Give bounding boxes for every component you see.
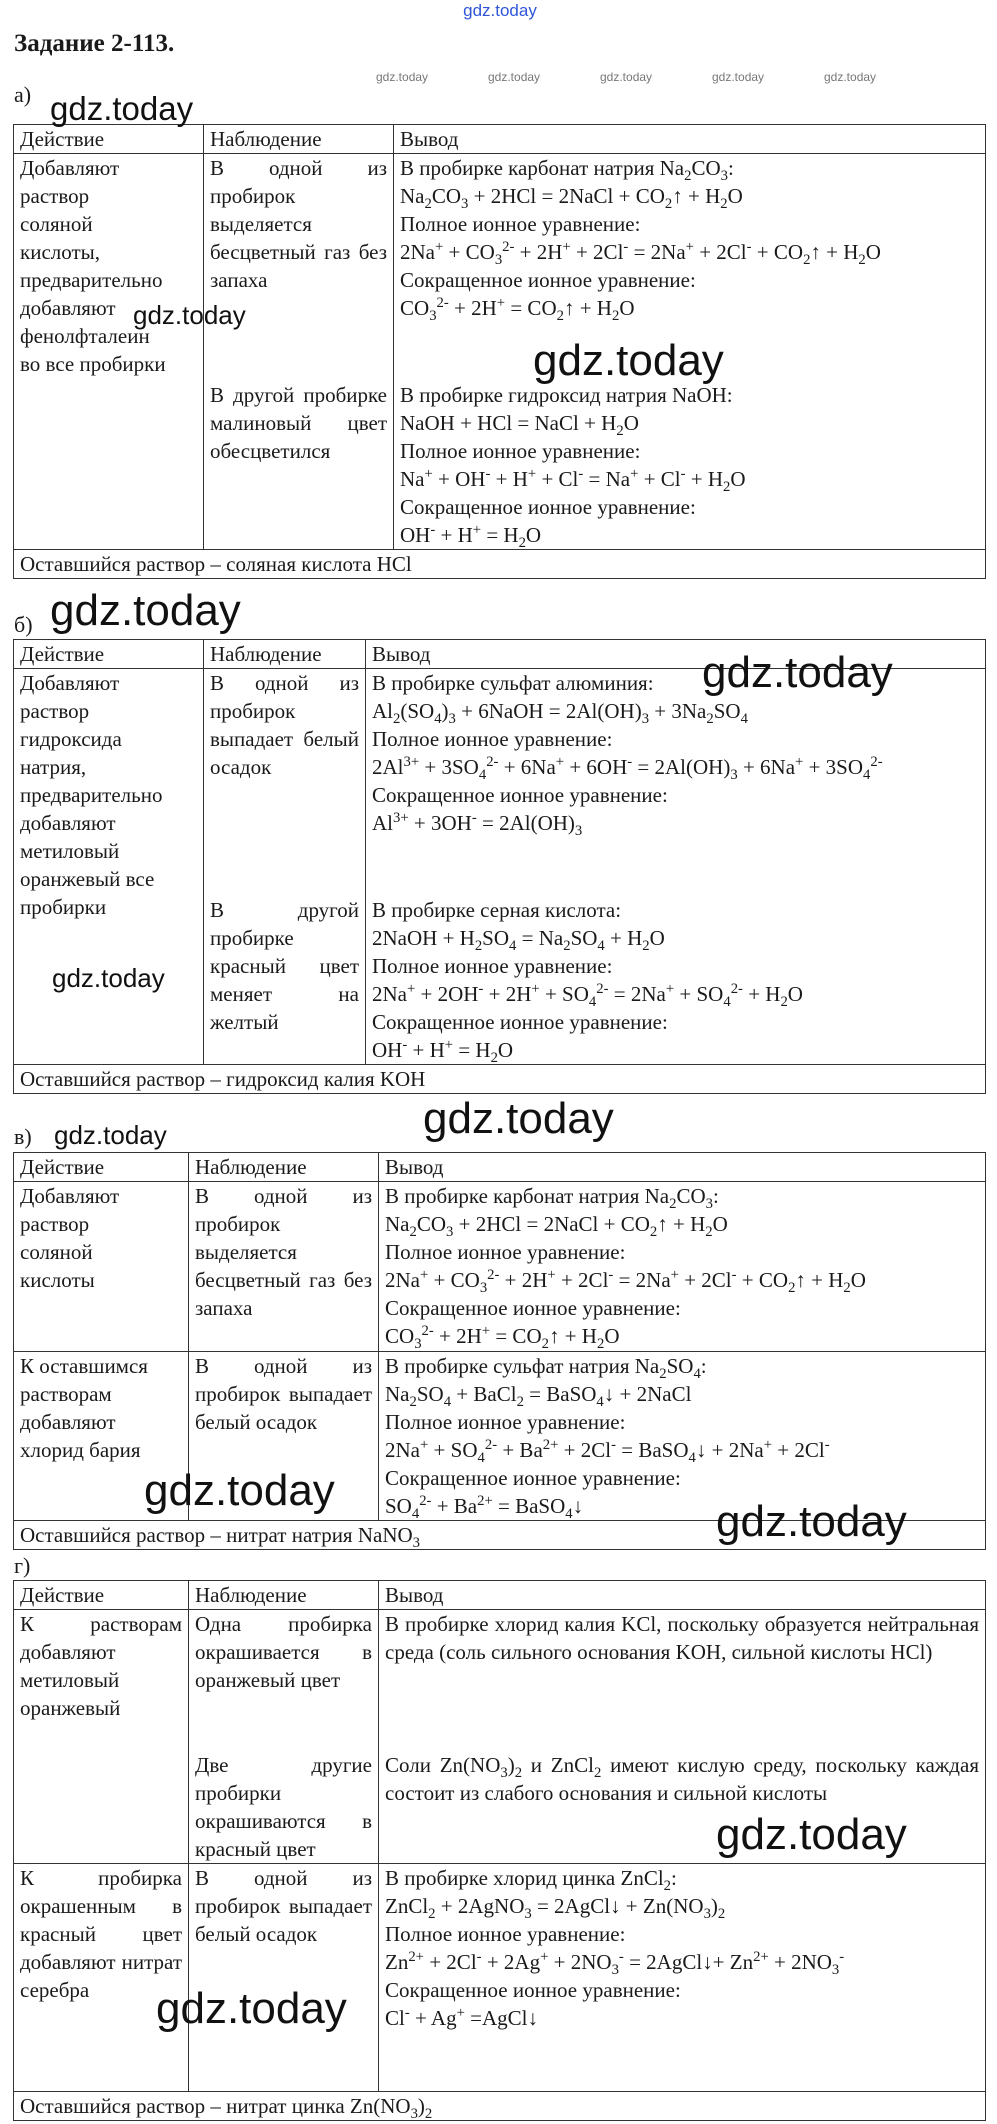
conclusion-text	[400, 154, 979, 325]
text-line: во все пробирки	[20, 352, 166, 376]
action-text: К пробирка окрашенным в красный цвет добавляют нитрат серебра	[20, 1866, 182, 2002]
watermark-overlay: gdz.today	[702, 648, 893, 697]
watermark-overlay: gdz.today	[133, 300, 246, 330]
action-cell	[14, 1352, 189, 1521]
observation-text: Одна пробирка окрашивается в оранжевый цвет	[195, 1612, 372, 1692]
watermark-overlay: gdz.today	[716, 1810, 907, 1859]
text-line: метиловый	[20, 839, 120, 863]
table-row	[14, 1182, 986, 1352]
text-line: Сокращенное ионное уравнение:	[385, 1466, 681, 1490]
table-row	[14, 669, 986, 896]
text-line: Добавляют	[20, 671, 120, 695]
action-cell	[14, 154, 204, 550]
conclusion-cell	[379, 1610, 986, 1751]
text-line: Полное ионное уравнение:	[400, 438, 641, 463]
page-title: Задание 2-113.	[14, 30, 175, 57]
table-footer-row	[14, 1065, 986, 1094]
text-line: Сокращенное ионное уравнение:	[385, 1978, 681, 2002]
text-line: $CO_3^{2-} + 2H^+$ = $CO_2↑ + H_2O$	[400, 295, 635, 325]
observation-text: В другой пробирке красный цвет меняет на желтый	[210, 897, 359, 1034]
action-text	[20, 154, 197, 378]
conclusion-text	[372, 669, 979, 840]
footer-cell: Оставшийся раствор – нитрат цинка $Zn(NO_3)_2$	[14, 2092, 986, 2121]
text-line: Добавляют	[20, 1184, 120, 1208]
text-line: кислоты	[20, 1268, 95, 1292]
conclusion-cell	[394, 154, 986, 381]
text-line: раствор	[20, 699, 90, 723]
observation-text: Две другие пробирки окрашиваются в красный цвет	[195, 1752, 372, 1861]
text-line: Cl- + Ag+ =AgCl↓	[385, 2005, 539, 2030]
section-v-label: в)	[14, 1124, 32, 1149]
observation-cell	[189, 1352, 379, 1521]
text-line: $2Na^+ + SO_4^{2-} + Ba^{2+} + 2Cl^-$ = BaSO$_4$↓ + 2Na+ + 2Cl-	[385, 1437, 830, 1467]
text-line: В пробирке гидроксид натрия NaOH:	[400, 382, 733, 407]
text-line: К оставшимся	[20, 1354, 148, 1378]
text-line: Сокращенное ионное уравнение:	[372, 783, 668, 807]
text-line: Добавляют	[20, 156, 120, 180]
table-row	[14, 1352, 986, 1521]
text-line: Сокращенное ионное уравнение:	[400, 268, 696, 292]
conclusion-cell	[379, 1182, 986, 1352]
watermark-small: gdz.today	[712, 70, 765, 84]
text-line: $2Na^+ + 2OH^- + 2H^+ + SO_4^{2-} = 2Na^+ + SO_4^{2-} + H_2O$	[372, 980, 803, 1010]
watermark-overlay: gdz.today	[423, 1094, 614, 1143]
conclusion-cell	[379, 1864, 986, 2092]
conclusion-cell	[379, 1352, 986, 1521]
watermark-top[interactable]: gdz.today	[463, 1, 537, 20]
text-line: добавляют	[20, 1410, 116, 1434]
conclusion-text: В пробирке хлорид калия KCl, поскольку образуется нейтральная среда (соль сильного основания KOH, сильной кислоты HCl)	[385, 1612, 979, 1664]
text-line: $Na_2CO_3 + 2HCl$ = 2NaCl + $CO_2↑ + H_2O$	[400, 184, 743, 213]
header-observation: Наблюдение	[189, 1153, 379, 1182]
text-line: В пробирке сульфат алюминия:	[372, 671, 654, 695]
header-conclusion: Вывод	[394, 125, 986, 154]
header-action: Действие	[14, 640, 204, 669]
watermark-overlay: gdz.today	[144, 1466, 335, 1515]
conclusion-cell	[394, 381, 986, 550]
observation-cell	[189, 1751, 379, 1864]
watermark-overlay: gdz.today	[533, 336, 724, 385]
text-line: Полное ионное уравнение:	[385, 1240, 626, 1264]
conclusion-text	[400, 381, 979, 549]
action-text	[20, 1352, 182, 1464]
text-line: $Al^{3+} + 3OH^- = 2Al(OH)_3$	[372, 810, 583, 840]
text-line: В пробирке сульфат натрия $Na_2SO_4$:	[385, 1354, 707, 1383]
conclusion-text	[372, 896, 979, 1064]
section-g-table	[13, 1580, 986, 2121]
table-footer-row	[14, 2092, 986, 2121]
text-line: Полное ионное уравнение:	[400, 212, 641, 236]
text-line: $CO_3^{2-} + 2H^+$ = $CO_2↑ + H_2O$	[385, 1323, 620, 1352]
watermark-small: gdz.today	[600, 70, 653, 84]
header-observation: Наблюдение	[204, 125, 394, 154]
watermark-overlay: gdz.today	[716, 1497, 907, 1546]
observation-cell	[204, 669, 366, 896]
text-line: Сокращенное ионное уравнение:	[400, 494, 696, 519]
conclusion-cell	[379, 1751, 986, 1864]
header-action: Действие	[14, 1153, 189, 1182]
action-cell	[14, 1610, 189, 1864]
observation-cell	[189, 1610, 379, 1751]
text-line: натрия,	[20, 755, 87, 779]
observation-text: В одной из пробирок выпадает белый осадок	[195, 1866, 372, 1946]
table-header-row	[14, 640, 986, 669]
text-line: $Al_2(SO_4)_3$ + 6NaOH = $2Al(OH)_3 + 3Na_2SO_4$	[372, 699, 748, 728]
text-line: $Na_2CO_3 + 2HCl$ = 2NaCl + $CO_2↑ + H_2O$	[385, 1212, 728, 1241]
text-line: $2Na^+ + CO_3^{2-} + 2H^+ + 2Cl^- = 2Na^+ + 2Cl^-$ + $CO_2↑ + H_2O$	[385, 1267, 866, 1297]
conclusion-cell	[366, 896, 986, 1065]
text-line: $2Na^+ + CO_3^{2-} + 2H^+ + 2Cl^- = 2Na^+ + 2Cl^-$ + $CO_2↑ + H_2O$	[400, 239, 881, 269]
observation-cell	[189, 1864, 379, 2092]
text-line: В пробирке карбонат натрия $Na_2CO_3$:	[385, 1184, 719, 1213]
watermark-small: gdz.today	[488, 70, 541, 84]
text-line: раствор	[20, 184, 90, 208]
text-line: $Na_2SO_4$ + BaCl$_2$ = BaSO$_4$↓ + 2NaCl	[385, 1382, 692, 1411]
conclusion-text	[385, 1864, 979, 2032]
footer-cell: Оставшийся раствор – соляная кислота HCl	[14, 550, 986, 579]
table-row	[14, 1610, 986, 1751]
action-cell	[14, 1182, 189, 1352]
text-line: $2Al^{3+} + 3SO_4^{2-} + 6Na^+ + 6OH^- = 2Al(OH)_3 + 6Na^+ + 3SO_4^{2-}$	[372, 754, 883, 784]
observation-text: В другой пробирке малиновый цвет обесцветился	[210, 382, 387, 463]
table-header-row	[14, 125, 986, 154]
table-header-row	[14, 1153, 986, 1182]
observation-cell	[204, 154, 394, 381]
text-line: ZnCl$_2$ + 2AgNO$_3$ = 2AgCl↓ + $Zn(NO_3)_2$	[385, 1894, 726, 1923]
header-conclusion: Вывод	[379, 1581, 986, 1610]
observation-text: В одной из пробирок выпадает белый осадок	[195, 1354, 372, 1434]
text-line: NaOH + HCl = NaCl + $H_2O$	[400, 410, 639, 439]
table-footer-row	[14, 550, 986, 579]
text-line: соляной	[20, 1240, 93, 1264]
text-line: предварительно	[20, 268, 163, 292]
text-line: добавляют	[20, 296, 116, 320]
table-footer-row	[14, 1521, 986, 1550]
section-b-label: б)	[14, 612, 33, 637]
observation-text: В одной из пробирок выпадает белый осадок	[210, 671, 359, 779]
watermark-overlay: gdz.today	[156, 1984, 347, 2033]
text-line: Сокращенное ионное уравнение:	[385, 1296, 681, 1320]
text-line: 2NaOH + $H_2SO_4 = Na_2SO_4 + H_2O$	[372, 925, 665, 954]
header-action: Действие	[14, 125, 204, 154]
table-header-row	[14, 1581, 986, 1610]
header-observation: Наблюдение	[204, 640, 366, 669]
text-line: раствор	[20, 1212, 90, 1236]
footer-cell: Оставшийся раствор – нитрат натрия NaNO$_3$	[14, 1521, 986, 1550]
text-line: кислоты,	[20, 240, 101, 264]
header-conclusion: Вывод	[366, 640, 986, 669]
text-line: фенолфталеин	[20, 324, 150, 348]
observation-cell	[204, 896, 366, 1065]
watermark-overlay: gdz.today	[50, 586, 241, 635]
text-line: Сокращенное ионное уравнение:	[372, 1009, 668, 1034]
text-line: пробирки	[20, 895, 107, 919]
text-line: $OH^- + H^+ = H_2O$	[400, 521, 542, 550]
section-a-table	[13, 124, 986, 579]
text-line: Полное ионное уравнение:	[372, 727, 613, 751]
text-line: В пробирке хлорид цинка ZnCl$_2$:	[385, 1866, 677, 1895]
footer-cell: Оставшийся раствор – гидроксид калия KOH	[14, 1065, 986, 1094]
action-cell	[14, 669, 204, 1065]
observation-text: В одной из пробирок выделяется бесцветный газ без запаха	[210, 156, 387, 292]
watermark-small: gdz.today	[824, 70, 877, 84]
section-b-table	[13, 639, 986, 1094]
text-line: В пробирке карбонат натрия $Na_2CO_3$:	[400, 156, 734, 185]
action-text	[20, 1182, 182, 1294]
text-line: растворам	[20, 1382, 112, 1406]
section-a-label: а)	[14, 82, 32, 107]
observation-text: В одной из пробирок выделяется бесцветный газ без запаха	[195, 1184, 372, 1320]
watermark-overlay: gdz.today	[50, 90, 194, 127]
text-line: $Na^+ + OH^- + H^+ + Cl^- = Na^+ + Cl^- + H_2O$	[400, 465, 746, 495]
text-line: $SO_4^{2-} + Ba^{2+}$ = BaSO$_4$↓	[385, 1493, 584, 1521]
text-line: хлорид бария	[20, 1438, 141, 1462]
text-line: $OH^- + H^+ = H_2O$	[372, 1036, 514, 1065]
text-line: Полное ионное уравнение:	[385, 1922, 626, 1946]
table-row	[14, 154, 986, 381]
action-cell	[14, 1864, 189, 2092]
table-row	[14, 1864, 986, 2092]
conclusion-text	[385, 1182, 979, 1350]
text-line: оранжевый все	[20, 867, 155, 891]
section-g-label: г)	[14, 1553, 31, 1578]
header-observation: Наблюдение	[189, 1581, 379, 1610]
text-line: добавляют	[20, 811, 116, 835]
watermark-small: gdz.today	[376, 70, 429, 84]
text-line: В пробирке серная кислота:	[372, 897, 622, 922]
text-line: $Zn^{2+} + 2Cl^- + 2Ag^+ + 2NO_3^-$ = 2AgCl↓+ $Zn^{2+} + 2NO_3^-$	[385, 1949, 845, 1979]
text-line: Полное ионное уравнение:	[372, 953, 613, 978]
watermark-overlay: gdz.today	[52, 963, 165, 993]
conclusion-text	[385, 1352, 979, 1520]
observation-cell	[204, 381, 394, 550]
text-line: Полное ионное уравнение:	[385, 1410, 626, 1434]
text-line: гидроксида	[20, 727, 122, 751]
header-conclusion: Вывод	[379, 1153, 986, 1182]
conclusion-cell	[366, 669, 986, 896]
action-text	[20, 669, 197, 921]
header-action: Действие	[14, 1581, 189, 1610]
text-line: соляной	[20, 212, 93, 236]
conclusion-text: Соли $Zn(NO_3)_2$ и ZnCl$_2$ имеют кислую среду, поскольку каждая состоит из слабого основания и сильной кислоты	[385, 1752, 979, 1805]
watermark-overlay: gdz.today	[54, 1120, 167, 1150]
action-text: К растворам добавляют метиловый оранжевый	[20, 1612, 182, 1720]
observation-cell	[189, 1182, 379, 1352]
small-watermark-row	[0, 70, 997, 90]
text-line: предварительно	[20, 783, 163, 807]
section-v-table	[13, 1152, 986, 1550]
